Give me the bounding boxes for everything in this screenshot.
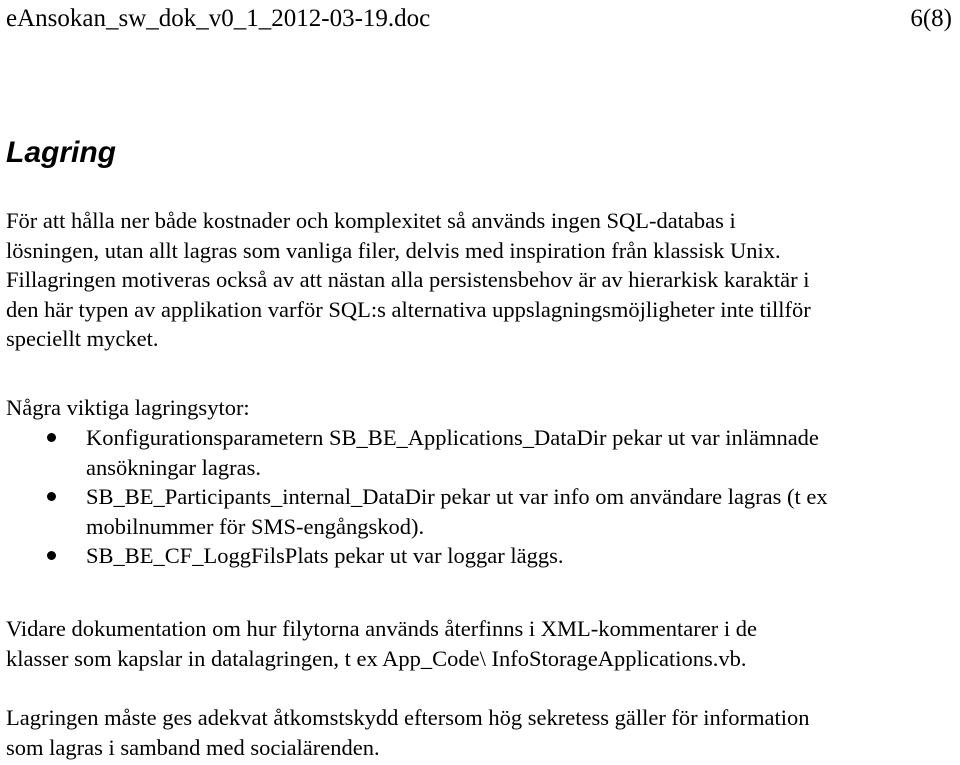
text-line: Några viktiga lagringsytor: xyxy=(6,395,250,420)
text-line: Lagringen måste ges adekvat åtkomstskydd eftersom hög sekretess gäller för information xyxy=(6,705,810,730)
text-line: ansökningar lagras. xyxy=(86,454,261,480)
text-line: SB_BE_CF_LoggFilsPlats pekar ut var loggar läggs. xyxy=(86,543,564,568)
text-line: som lagras i samband med socialärenden. xyxy=(6,734,380,760)
text-line: För att hålla ner både kostnader och komplexitet så används ingen SQL-databas i xyxy=(6,208,736,233)
text-line: den här typen av applikation varför SQL:s alternativa uppslagningsmöjligheter inte tillför xyxy=(6,296,811,322)
text-line: lösningen, utan allt lagras som vanliga filer, delvis med inspiration från klassisk Unix. xyxy=(6,237,781,263)
header-page-number: 6(8) xyxy=(910,5,952,32)
list-item xyxy=(6,482,828,541)
bullet-icon xyxy=(47,433,56,442)
section-heading: Lagring xyxy=(6,136,116,169)
text-line: Konfigurationsparametern SB_BE_Applications_DataDir pekar ut var inlämnade xyxy=(86,425,819,450)
bullet-icon xyxy=(47,551,56,560)
documentation-paragraph xyxy=(6,614,757,673)
text-line: SB_BE_Participants_internal_DataDir pekar ut var info om användare lagras (t ex xyxy=(86,484,828,509)
list-item xyxy=(6,423,828,482)
list-intro-paragraph xyxy=(6,393,250,423)
storage-areas-list xyxy=(6,423,828,571)
header-filename: eAnsokan_sw_dok_v0_1_2012-03-19.doc xyxy=(6,5,431,32)
text-line: Fillagringen motiveras också av att nästan alla persistensbehov är av hierarkisk karaktär i xyxy=(6,267,810,292)
text-line: mobilnummer för SMS-engångskod). xyxy=(86,513,425,539)
page-header xyxy=(6,2,952,36)
intro-paragraph xyxy=(6,206,811,354)
text-line: klasser som kapslar in datalagringen, t ex App_Code\ InfoStorageApplications.vb. xyxy=(6,645,747,671)
list-item xyxy=(6,541,828,571)
access-paragraph xyxy=(6,703,810,762)
text-line: Vidare dokumentation om hur filytorna används återfinns i XML-kommentarer i de xyxy=(6,616,757,641)
text-line: speciellt mycket. xyxy=(6,326,159,351)
bullet-icon xyxy=(47,492,56,501)
